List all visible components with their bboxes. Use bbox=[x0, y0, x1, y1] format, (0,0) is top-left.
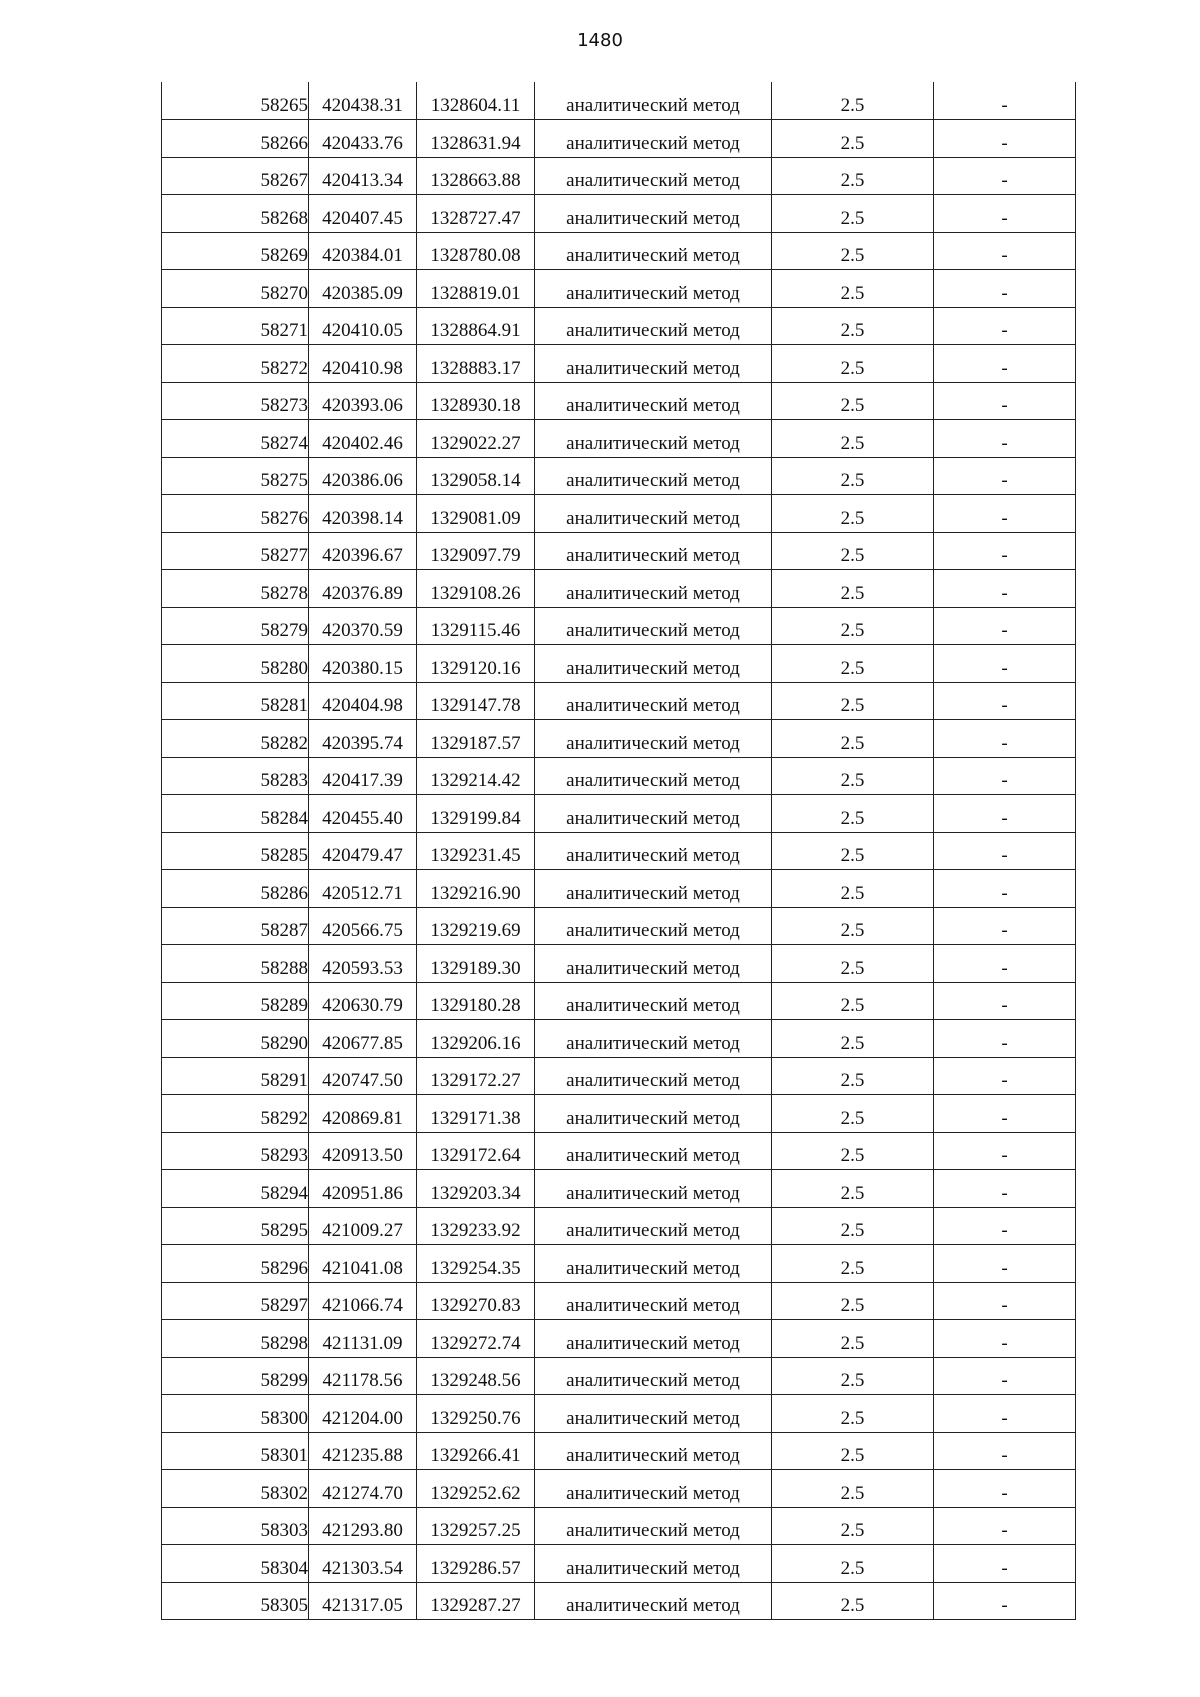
method-cell: аналитический метод bbox=[535, 907, 772, 945]
accuracy-cell: 2.5 bbox=[772, 457, 934, 495]
x-coordinate-cell: 420404.98 bbox=[309, 682, 417, 720]
x-coordinate-cell: 420417.39 bbox=[309, 757, 417, 795]
accuracy-cell: 2.5 bbox=[772, 757, 934, 795]
note-cell: - bbox=[934, 645, 1076, 683]
accuracy-cell: 2.5 bbox=[772, 195, 934, 233]
note-cell: - bbox=[934, 157, 1076, 195]
y-coordinate-cell: 1328819.01 bbox=[417, 270, 535, 308]
y-coordinate-cell: 1329097.79 bbox=[417, 532, 535, 570]
note-cell: - bbox=[934, 120, 1076, 158]
y-coordinate-cell: 1329172.64 bbox=[417, 1132, 535, 1170]
x-coordinate-cell: 420396.67 bbox=[309, 532, 417, 570]
y-coordinate-cell: 1329203.34 bbox=[417, 1170, 535, 1208]
y-coordinate-cell: 1329254.35 bbox=[417, 1245, 535, 1283]
accuracy-cell: 2.5 bbox=[772, 1132, 934, 1170]
method-cell: аналитический метод bbox=[535, 1357, 772, 1395]
accuracy-cell: 2.5 bbox=[772, 157, 934, 195]
method-cell: аналитический метод bbox=[535, 232, 772, 270]
method-cell: аналитический метод bbox=[535, 1207, 772, 1245]
point-number-cell: 58279 bbox=[162, 607, 309, 645]
accuracy-cell: 2.5 bbox=[772, 720, 934, 758]
table-row bbox=[162, 382, 1076, 420]
x-coordinate-cell: 420512.71 bbox=[309, 870, 417, 908]
point-number-cell: 58278 bbox=[162, 570, 309, 608]
y-coordinate-cell: 1329266.41 bbox=[417, 1432, 535, 1470]
table-row bbox=[162, 1470, 1076, 1508]
x-coordinate-cell: 420869.81 bbox=[309, 1095, 417, 1133]
method-cell: аналитический метод bbox=[535, 495, 772, 533]
point-number-cell: 58277 bbox=[162, 532, 309, 570]
table-row bbox=[162, 982, 1076, 1020]
accuracy-cell: 2.5 bbox=[772, 382, 934, 420]
x-coordinate-cell: 420410.98 bbox=[309, 345, 417, 383]
table-row bbox=[162, 870, 1076, 908]
table-row bbox=[162, 945, 1076, 983]
y-coordinate-cell: 1329270.83 bbox=[417, 1282, 535, 1320]
note-cell: - bbox=[934, 795, 1076, 833]
method-cell: аналитический метод bbox=[535, 982, 772, 1020]
method-cell: аналитический метод bbox=[535, 307, 772, 345]
accuracy-cell: 2.5 bbox=[772, 82, 934, 120]
x-coordinate-cell: 420407.45 bbox=[309, 195, 417, 233]
accuracy-cell: 2.5 bbox=[772, 1395, 934, 1433]
table-row bbox=[162, 645, 1076, 683]
note-cell: - bbox=[934, 1582, 1076, 1620]
x-coordinate-cell: 421235.88 bbox=[309, 1432, 417, 1470]
table-row bbox=[162, 795, 1076, 833]
note-cell: - bbox=[934, 1245, 1076, 1283]
x-coordinate-cell: 420386.06 bbox=[309, 457, 417, 495]
accuracy-cell: 2.5 bbox=[772, 982, 934, 1020]
note-cell: - bbox=[934, 532, 1076, 570]
note-cell: - bbox=[934, 682, 1076, 720]
x-coordinate-cell: 420413.34 bbox=[309, 157, 417, 195]
table-row bbox=[162, 1582, 1076, 1620]
table-row bbox=[162, 1282, 1076, 1320]
point-number-cell: 58281 bbox=[162, 682, 309, 720]
point-number-cell: 58283 bbox=[162, 757, 309, 795]
accuracy-cell: 2.5 bbox=[772, 232, 934, 270]
table-row bbox=[162, 1507, 1076, 1545]
y-coordinate-cell: 1329081.09 bbox=[417, 495, 535, 533]
point-number-cell: 58297 bbox=[162, 1282, 309, 1320]
accuracy-cell: 2.5 bbox=[772, 570, 934, 608]
table-row bbox=[162, 345, 1076, 383]
point-number-cell: 58288 bbox=[162, 945, 309, 983]
point-number-cell: 58286 bbox=[162, 870, 309, 908]
x-coordinate-cell: 420677.85 bbox=[309, 1020, 417, 1058]
accuracy-cell: 2.5 bbox=[772, 420, 934, 458]
method-cell: аналитический метод bbox=[535, 420, 772, 458]
table-row bbox=[162, 907, 1076, 945]
accuracy-cell: 2.5 bbox=[772, 945, 934, 983]
y-coordinate-cell: 1329172.27 bbox=[417, 1057, 535, 1095]
point-number-cell: 58290 bbox=[162, 1020, 309, 1058]
point-number-cell: 58301 bbox=[162, 1432, 309, 1470]
table-row bbox=[162, 532, 1076, 570]
x-coordinate-cell: 420370.59 bbox=[309, 607, 417, 645]
note-cell: - bbox=[934, 457, 1076, 495]
note-cell: - bbox=[934, 1095, 1076, 1133]
note-cell: - bbox=[934, 982, 1076, 1020]
y-coordinate-cell: 1329287.27 bbox=[417, 1582, 535, 1620]
method-cell: аналитический метод bbox=[535, 682, 772, 720]
x-coordinate-cell: 420438.31 bbox=[309, 82, 417, 120]
table-row bbox=[162, 607, 1076, 645]
point-number-cell: 58272 bbox=[162, 345, 309, 383]
y-coordinate-cell: 1329115.46 bbox=[417, 607, 535, 645]
point-number-cell: 58287 bbox=[162, 907, 309, 945]
accuracy-cell: 2.5 bbox=[772, 1507, 934, 1545]
x-coordinate-cell: 421041.08 bbox=[309, 1245, 417, 1283]
accuracy-cell: 2.5 bbox=[772, 270, 934, 308]
table-row bbox=[162, 1020, 1076, 1058]
method-cell: аналитический метод bbox=[535, 1395, 772, 1433]
point-number-cell: 58304 bbox=[162, 1545, 309, 1583]
point-number-cell: 58299 bbox=[162, 1357, 309, 1395]
accuracy-cell: 2.5 bbox=[772, 1170, 934, 1208]
point-number-cell: 58296 bbox=[162, 1245, 309, 1283]
accuracy-cell: 2.5 bbox=[772, 1020, 934, 1058]
y-coordinate-cell: 1329108.26 bbox=[417, 570, 535, 608]
y-coordinate-cell: 1329216.90 bbox=[417, 870, 535, 908]
method-cell: аналитический метод bbox=[535, 757, 772, 795]
method-cell: аналитический метод bbox=[535, 1245, 772, 1283]
y-coordinate-cell: 1329147.78 bbox=[417, 682, 535, 720]
y-coordinate-cell: 1329286.57 bbox=[417, 1545, 535, 1583]
method-cell: аналитический метод bbox=[535, 1057, 772, 1095]
y-coordinate-cell: 1329231.45 bbox=[417, 832, 535, 870]
y-coordinate-cell: 1328727.47 bbox=[417, 195, 535, 233]
x-coordinate-cell: 421178.56 bbox=[309, 1357, 417, 1395]
table-body bbox=[162, 82, 1076, 1620]
x-coordinate-cell: 421009.27 bbox=[309, 1207, 417, 1245]
method-cell: аналитический метод bbox=[535, 157, 772, 195]
table-row bbox=[162, 1545, 1076, 1583]
x-coordinate-cell: 420384.01 bbox=[309, 232, 417, 270]
method-cell: аналитический метод bbox=[535, 382, 772, 420]
point-number-cell: 58282 bbox=[162, 720, 309, 758]
accuracy-cell: 2.5 bbox=[772, 682, 934, 720]
table-row bbox=[162, 1320, 1076, 1358]
method-cell: аналитический метод bbox=[535, 1582, 772, 1620]
y-coordinate-cell: 1329252.62 bbox=[417, 1470, 535, 1508]
point-number-cell: 58265 bbox=[162, 82, 309, 120]
x-coordinate-cell: 420376.89 bbox=[309, 570, 417, 608]
accuracy-cell: 2.5 bbox=[772, 307, 934, 345]
note-cell: - bbox=[934, 1470, 1076, 1508]
method-cell: аналитический метод bbox=[535, 720, 772, 758]
note-cell: - bbox=[934, 232, 1076, 270]
accuracy-cell: 2.5 bbox=[772, 1432, 934, 1470]
accuracy-cell: 2.5 bbox=[772, 1057, 934, 1095]
point-number-cell: 58293 bbox=[162, 1132, 309, 1170]
method-cell: аналитический метод bbox=[535, 1170, 772, 1208]
point-number-cell: 58268 bbox=[162, 195, 309, 233]
point-number-cell: 58270 bbox=[162, 270, 309, 308]
accuracy-cell: 2.5 bbox=[772, 832, 934, 870]
note-cell: - bbox=[934, 382, 1076, 420]
note-cell: - bbox=[934, 420, 1076, 458]
method-cell: аналитический метод bbox=[535, 1282, 772, 1320]
method-cell: аналитический метод bbox=[535, 870, 772, 908]
note-cell: - bbox=[934, 870, 1076, 908]
x-coordinate-cell: 421317.05 bbox=[309, 1582, 417, 1620]
table-row bbox=[162, 195, 1076, 233]
table-row bbox=[162, 82, 1076, 120]
x-coordinate-cell: 420398.14 bbox=[309, 495, 417, 533]
y-coordinate-cell: 1328631.94 bbox=[417, 120, 535, 158]
point-number-cell: 58280 bbox=[162, 645, 309, 683]
point-number-cell: 58294 bbox=[162, 1170, 309, 1208]
accuracy-cell: 2.5 bbox=[772, 1545, 934, 1583]
table-row bbox=[162, 1095, 1076, 1133]
accuracy-cell: 2.5 bbox=[772, 1470, 934, 1508]
note-cell: - bbox=[934, 1432, 1076, 1470]
point-number-cell: 58266 bbox=[162, 120, 309, 158]
table-row bbox=[162, 232, 1076, 270]
x-coordinate-cell: 420951.86 bbox=[309, 1170, 417, 1208]
note-cell: - bbox=[934, 1545, 1076, 1583]
y-coordinate-cell: 1329187.57 bbox=[417, 720, 535, 758]
table-row bbox=[162, 1132, 1076, 1170]
x-coordinate-cell: 420393.06 bbox=[309, 382, 417, 420]
point-number-cell: 58298 bbox=[162, 1320, 309, 1358]
table-row bbox=[162, 757, 1076, 795]
x-coordinate-cell: 421204.00 bbox=[309, 1395, 417, 1433]
accuracy-cell: 2.5 bbox=[772, 1245, 934, 1283]
method-cell: аналитический метод bbox=[535, 345, 772, 383]
note-cell: - bbox=[934, 1357, 1076, 1395]
table-row bbox=[162, 1432, 1076, 1470]
method-cell: аналитический метод bbox=[535, 120, 772, 158]
accuracy-cell: 2.5 bbox=[772, 1207, 934, 1245]
note-cell: - bbox=[934, 82, 1076, 120]
table-row bbox=[162, 1357, 1076, 1395]
accuracy-cell: 2.5 bbox=[772, 532, 934, 570]
y-coordinate-cell: 1329214.42 bbox=[417, 757, 535, 795]
y-coordinate-cell: 1328930.18 bbox=[417, 382, 535, 420]
y-coordinate-cell: 1329022.27 bbox=[417, 420, 535, 458]
method-cell: аналитический метод bbox=[535, 1095, 772, 1133]
y-coordinate-cell: 1328663.88 bbox=[417, 157, 535, 195]
point-number-cell: 58275 bbox=[162, 457, 309, 495]
y-coordinate-cell: 1329199.84 bbox=[417, 795, 535, 833]
note-cell: - bbox=[934, 1320, 1076, 1358]
table-row bbox=[162, 1395, 1076, 1433]
accuracy-cell: 2.5 bbox=[772, 1357, 934, 1395]
method-cell: аналитический метод bbox=[535, 832, 772, 870]
method-cell: аналитический метод bbox=[535, 532, 772, 570]
table-row bbox=[162, 682, 1076, 720]
table-row bbox=[162, 120, 1076, 158]
x-coordinate-cell: 420410.05 bbox=[309, 307, 417, 345]
point-number-cell: 58269 bbox=[162, 232, 309, 270]
note-cell: - bbox=[934, 1170, 1076, 1208]
y-coordinate-cell: 1329248.56 bbox=[417, 1357, 535, 1395]
x-coordinate-cell: 420479.47 bbox=[309, 832, 417, 870]
note-cell: - bbox=[934, 1395, 1076, 1433]
y-coordinate-cell: 1328864.91 bbox=[417, 307, 535, 345]
x-coordinate-cell: 420593.53 bbox=[309, 945, 417, 983]
table-row bbox=[162, 307, 1076, 345]
x-coordinate-cell: 421303.54 bbox=[309, 1545, 417, 1583]
point-number-cell: 58303 bbox=[162, 1507, 309, 1545]
y-coordinate-cell: 1328604.11 bbox=[417, 82, 535, 120]
point-number-cell: 58292 bbox=[162, 1095, 309, 1133]
accuracy-cell: 2.5 bbox=[772, 345, 934, 383]
accuracy-cell: 2.5 bbox=[772, 1095, 934, 1133]
x-coordinate-cell: 420455.40 bbox=[309, 795, 417, 833]
note-cell: - bbox=[934, 1057, 1076, 1095]
x-coordinate-cell: 420385.09 bbox=[309, 270, 417, 308]
x-coordinate-cell: 420566.75 bbox=[309, 907, 417, 945]
accuracy-cell: 2.5 bbox=[772, 120, 934, 158]
point-number-cell: 58305 bbox=[162, 1582, 309, 1620]
note-cell: - bbox=[934, 720, 1076, 758]
x-coordinate-cell: 420747.50 bbox=[309, 1057, 417, 1095]
method-cell: аналитический метод bbox=[535, 1020, 772, 1058]
note-cell: - bbox=[934, 307, 1076, 345]
note-cell: - bbox=[934, 832, 1076, 870]
y-coordinate-cell: 1329272.74 bbox=[417, 1320, 535, 1358]
note-cell: - bbox=[934, 570, 1076, 608]
table-row bbox=[162, 570, 1076, 608]
x-coordinate-cell: 421293.80 bbox=[309, 1507, 417, 1545]
y-coordinate-cell: 1329171.38 bbox=[417, 1095, 535, 1133]
y-coordinate-cell: 1328883.17 bbox=[417, 345, 535, 383]
y-coordinate-cell: 1329189.30 bbox=[417, 945, 535, 983]
accuracy-cell: 2.5 bbox=[772, 795, 934, 833]
point-number-cell: 58271 bbox=[162, 307, 309, 345]
accuracy-cell: 2.5 bbox=[772, 907, 934, 945]
y-coordinate-cell: 1329120.16 bbox=[417, 645, 535, 683]
table-row bbox=[162, 157, 1076, 195]
point-number-cell: 58284 bbox=[162, 795, 309, 833]
point-number-cell: 58276 bbox=[162, 495, 309, 533]
point-number-cell: 58285 bbox=[162, 832, 309, 870]
note-cell: - bbox=[934, 1020, 1076, 1058]
x-coordinate-cell: 421131.09 bbox=[309, 1320, 417, 1358]
table-row bbox=[162, 1170, 1076, 1208]
note-cell: - bbox=[934, 945, 1076, 983]
y-coordinate-cell: 1329257.25 bbox=[417, 1507, 535, 1545]
point-number-cell: 58302 bbox=[162, 1470, 309, 1508]
point-number-cell: 58274 bbox=[162, 420, 309, 458]
note-cell: - bbox=[934, 907, 1076, 945]
note-cell: - bbox=[934, 195, 1076, 233]
coordinates-table bbox=[161, 82, 1076, 1620]
method-cell: аналитический метод bbox=[535, 795, 772, 833]
note-cell: - bbox=[934, 345, 1076, 383]
x-coordinate-cell: 420630.79 bbox=[309, 982, 417, 1020]
method-cell: аналитический метод bbox=[535, 457, 772, 495]
accuracy-cell: 2.5 bbox=[772, 495, 934, 533]
x-coordinate-cell: 420380.15 bbox=[309, 645, 417, 683]
x-coordinate-cell: 421066.74 bbox=[309, 1282, 417, 1320]
table-row bbox=[162, 420, 1076, 458]
method-cell: аналитический метод bbox=[535, 1320, 772, 1358]
point-number-cell: 58295 bbox=[162, 1207, 309, 1245]
point-number-cell: 58291 bbox=[162, 1057, 309, 1095]
method-cell: аналитический метод bbox=[535, 645, 772, 683]
note-cell: - bbox=[934, 1207, 1076, 1245]
accuracy-cell: 2.5 bbox=[772, 1320, 934, 1358]
note-cell: - bbox=[934, 1507, 1076, 1545]
note-cell: - bbox=[934, 757, 1076, 795]
method-cell: аналитический метод bbox=[535, 1132, 772, 1170]
point-number-cell: 58267 bbox=[162, 157, 309, 195]
x-coordinate-cell: 420402.46 bbox=[309, 420, 417, 458]
method-cell: аналитический метод bbox=[535, 1545, 772, 1583]
y-coordinate-cell: 1329233.92 bbox=[417, 1207, 535, 1245]
accuracy-cell: 2.5 bbox=[772, 1282, 934, 1320]
note-cell: - bbox=[934, 607, 1076, 645]
method-cell: аналитический метод bbox=[535, 607, 772, 645]
method-cell: аналитический метод bbox=[535, 270, 772, 308]
y-coordinate-cell: 1329206.16 bbox=[417, 1020, 535, 1058]
y-coordinate-cell: 1328780.08 bbox=[417, 232, 535, 270]
page-number: 1480 bbox=[577, 30, 623, 51]
table-row bbox=[162, 457, 1076, 495]
x-coordinate-cell: 421274.70 bbox=[309, 1470, 417, 1508]
table-row bbox=[162, 1245, 1076, 1283]
note-cell: - bbox=[934, 495, 1076, 533]
accuracy-cell: 2.5 bbox=[772, 870, 934, 908]
method-cell: аналитический метод bbox=[535, 570, 772, 608]
method-cell: аналитический метод bbox=[535, 1507, 772, 1545]
y-coordinate-cell: 1329219.69 bbox=[417, 907, 535, 945]
method-cell: аналитический метод bbox=[535, 1470, 772, 1508]
point-number-cell: 58273 bbox=[162, 382, 309, 420]
y-coordinate-cell: 1329180.28 bbox=[417, 982, 535, 1020]
point-number-cell: 58300 bbox=[162, 1395, 309, 1433]
table-row bbox=[162, 270, 1076, 308]
x-coordinate-cell: 420433.76 bbox=[309, 120, 417, 158]
table-row bbox=[162, 495, 1076, 533]
table-row bbox=[162, 1057, 1076, 1095]
point-number-cell: 58289 bbox=[162, 982, 309, 1020]
accuracy-cell: 2.5 bbox=[772, 607, 934, 645]
accuracy-cell: 2.5 bbox=[772, 645, 934, 683]
note-cell: - bbox=[934, 1132, 1076, 1170]
note-cell: - bbox=[934, 1282, 1076, 1320]
y-coordinate-cell: 1329250.76 bbox=[417, 1395, 535, 1433]
x-coordinate-cell: 420395.74 bbox=[309, 720, 417, 758]
table-row bbox=[162, 720, 1076, 758]
method-cell: аналитический метод bbox=[535, 195, 772, 233]
table-row bbox=[162, 1207, 1076, 1245]
method-cell: аналитический метод bbox=[535, 1432, 772, 1470]
method-cell: аналитический метод bbox=[535, 82, 772, 120]
accuracy-cell: 2.5 bbox=[772, 1582, 934, 1620]
method-cell: аналитический метод bbox=[535, 945, 772, 983]
table-row bbox=[162, 832, 1076, 870]
note-cell: - bbox=[934, 270, 1076, 308]
x-coordinate-cell: 420913.50 bbox=[309, 1132, 417, 1170]
y-coordinate-cell: 1329058.14 bbox=[417, 457, 535, 495]
